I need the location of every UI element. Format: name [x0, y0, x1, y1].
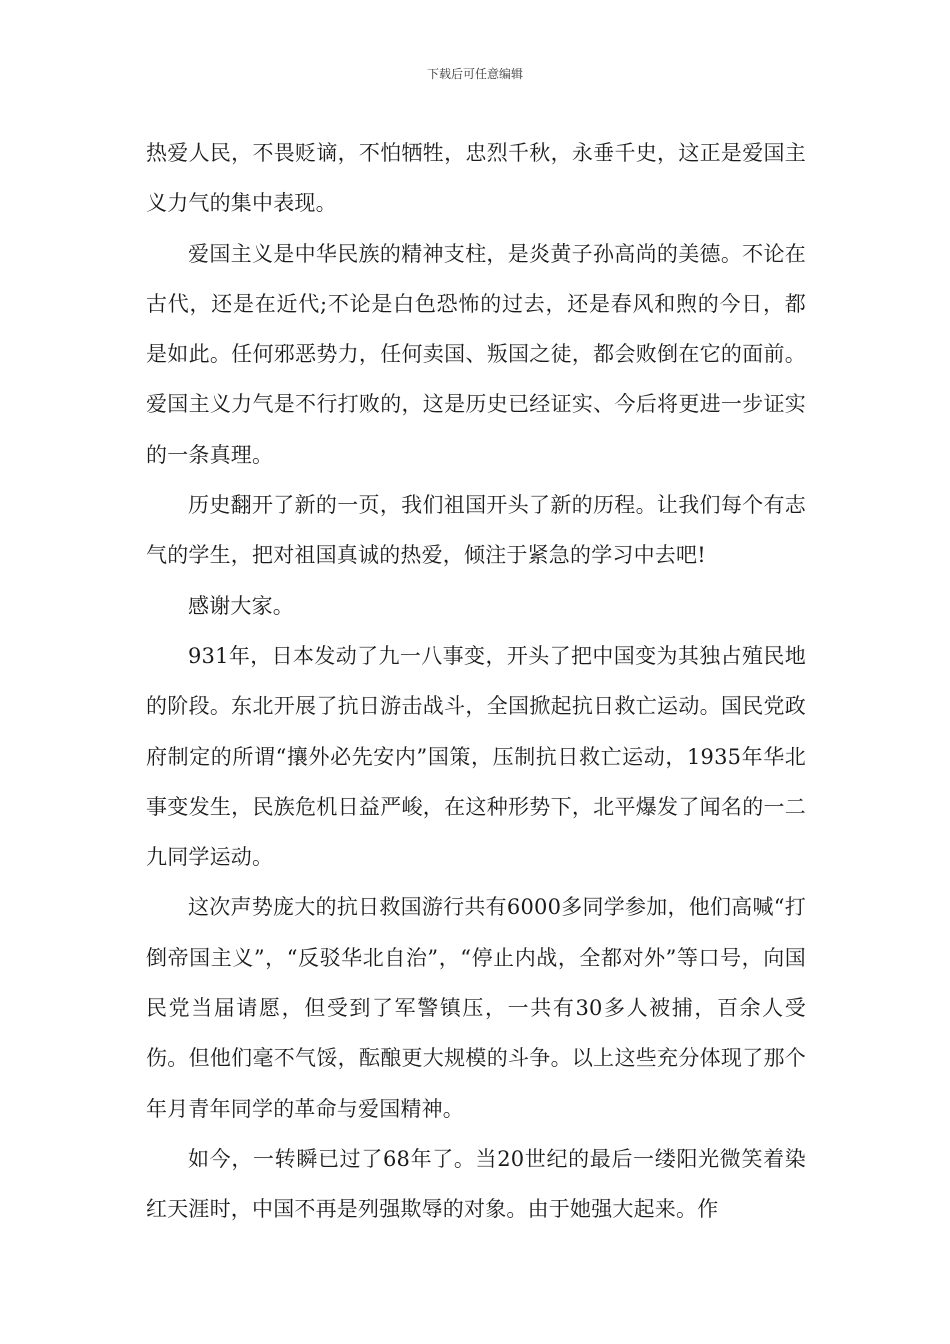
- paragraph: 如今，一转瞬已过了68年了。当20世纪的最后一缕阳光微笑着染红天涯时，中国不再是列强欺辱的对象。由于她强大起来。作: [146, 1146, 806, 1222]
- paragraph: 感谢大家。: [188, 593, 294, 618]
- paragraph: 爱国主义是中华民族的精神支柱，是炎黄子孙高尚的美德。不论在古代，还是在近代;不论是白色恐怖的过去，还是春风和煦的今日，都是如此。任何邪恶势力，任何卖国、叛国之徒，都会败倒在它的面前。爱国主义力气是不行打败的，这是历史已经证实、今后将更进一步证实的一条真理。: [146, 241, 806, 467]
- paragraph: 热爱人民，不畏贬谪，不怕牺牲，忠烈千秋，永垂千史，这正是爱国主义力气的集中表现。: [146, 141, 806, 216]
- paragraph: 这次声势庞大的抗日救国游行共有6000多同学参加，他们高喊“打倒帝国主义”，“反驳华北自治”，“停止内战，全都对外”等口号，向国民党当届请愿，但受到了军警镇压，一共有30多人被捕，百余人受伤。但他们毫不气馁，酝酿更大规模的斗争。以上这些充分体现了那个年月青年同学的革命与爱国精神。: [146, 895, 806, 1121]
- document-body: [146, 128, 806, 1235]
- page-header: 下载后可任意编辑: [426, 67, 523, 81]
- paragraph: 931年，日本发动了九一八事变，开头了把中国变为其独占殖民地的阶段。东北开展了抗日游击战斗，全国掀起抗日救亡运动。国民党政府制定的所谓“攘外必先安内”国策，压制抗日救亡运动，1935年华北事变发生，民族危机日益严峻，在这种形势下，北平爆发了闻名的一二九同学运动。: [146, 643, 806, 870]
- paragraph: 历史翻开了新的一页，我们祖国开头了新的历程。让我们每个有志气的学生，把对祖国真诚的热爱，倾注于紧急的学习中去吧!: [146, 493, 806, 568]
